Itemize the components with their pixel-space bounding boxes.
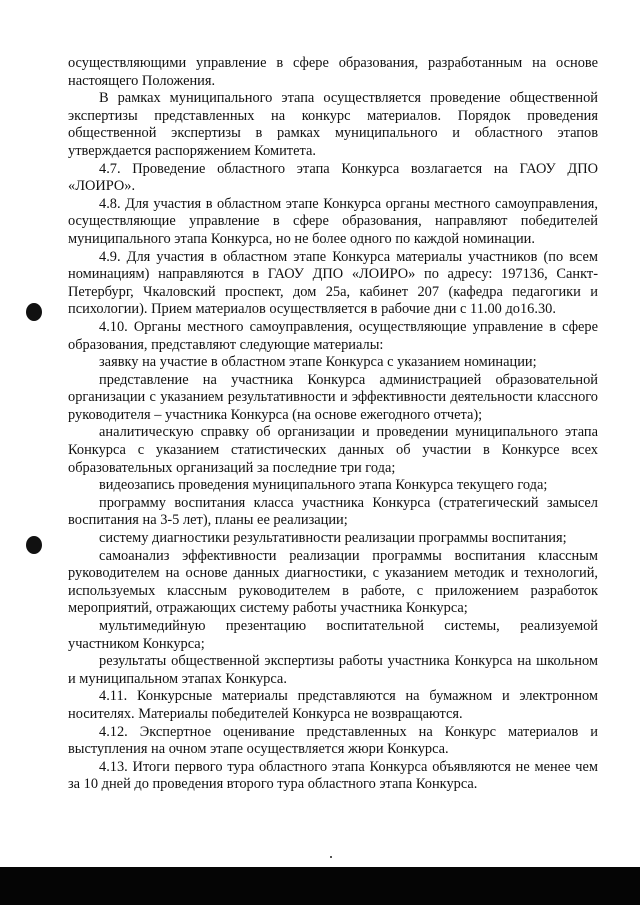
scan-bottom-edge <box>0 867 640 905</box>
list-item-expertise-results: результаты общественной экспертизы работы участника Конкурса на школьном и муниципальном этапах Конкурса. <box>68 653 598 687</box>
paragraph-4-11: 4.11. Конкурсные материалы представляются на бумажном и электронном носителях. Материалы победителей Конкурса не возвращаются. <box>68 688 598 722</box>
list-item-application: заявку на участие в областном этапе Конкурса с указанием номинации; <box>99 354 537 371</box>
scan-speck <box>330 856 332 858</box>
paragraph-public-expertise: В рамках муниципального этапа осуществляется проведение общественной экспертизы представленных на конкурс материалов. Порядок проведения общественной экспертизы в рамках муниципального и областного этапов утверждается распоряжением Комитета. <box>68 90 598 159</box>
list-item-program: программу воспитания класса участника Конкурса (стратегический замысел воспитания на 3-5 лет), планы ее реализации; <box>68 494 598 529</box>
paragraph-4-7: 4.7. Проведение областного этапа Конкурса возлагается на ГАОУ ДПО «ЛОИРО». <box>68 160 598 195</box>
list-item-self-analysis: самоанализ эффективности реализации программы воспитания классным руководителем на основе данных диагностики, с указанием методик и технологий, используемых классным руководителем в работе, с приложением разработок мероприятий, отражающих систему работы участника Конкурса; <box>68 547 598 617</box>
paragraph-4-12: 4.12. Экспертное оценивание представленных на Конкурс материалов и выступления на очном этапе осуществляется жюри Конкурса. <box>68 723 598 758</box>
list-item-analytical-report: аналитическую справку об организации и проведении муниципального этапа Конкурса с указанием статистических данных об участии в Конкурсе всех образовательных организаций за последние три года; <box>68 424 598 476</box>
paragraph-4-9: 4.9. Для участия в областном этапе Конкурса материалы участников (по всем номинациям) направляются в ГАОУ ДПО «ЛОИРО» по адресу: 197136, Санкт-Петербург, Чкаловский проспект, дом 25а, кабинет 207 (кафедра педагогики и психологии). Прием материалов осуществляется в рабочие дни с 11.00 до16.30. <box>68 248 598 318</box>
list-item-multimedia: мультимедийную презентацию воспитательной системы, реализуемой участником Конкурса; <box>68 618 598 652</box>
paragraph-4-10: 4.10. Органы местного самоуправления, осуществляющие управление в сфере образования, представляют следующие материалы: <box>68 318 598 353</box>
punch-hole-lower <box>26 536 42 554</box>
document-body <box>68 55 598 794</box>
list-item-diagnostics: систему диагностики результативности реализации программы воспитания; <box>99 530 567 547</box>
paragraph-continuation: осуществляющими управление в сфере образования, разработанным на основе настоящего Положения. <box>68 55 598 89</box>
punch-hole-upper <box>26 303 42 321</box>
paragraph-4-13: 4.13. Итоги первого тура областного этапа Конкурса объявляются не менее чем за 10 дней до проведения второго тура областного этапа Конкурса. <box>68 758 598 793</box>
list-item-presentation: представление на участника Конкурса администрацией образовательной организации с указанием результативности и эффективности деятельности классного руководителя – участника Конкурса (на основе ежегодного отчета); <box>68 371 598 423</box>
paragraph-4-8: 4.8. Для участия в областном этапе Конкурса органы местного самоуправления, осуществляющие управление в сфере образования, направляют победителей муниципального этапа Конкурса, но не более одного по каждой номинации. <box>68 195 598 247</box>
list-item-video: видеозапись проведения муниципального этапа Конкурса текущего года; <box>99 477 548 494</box>
